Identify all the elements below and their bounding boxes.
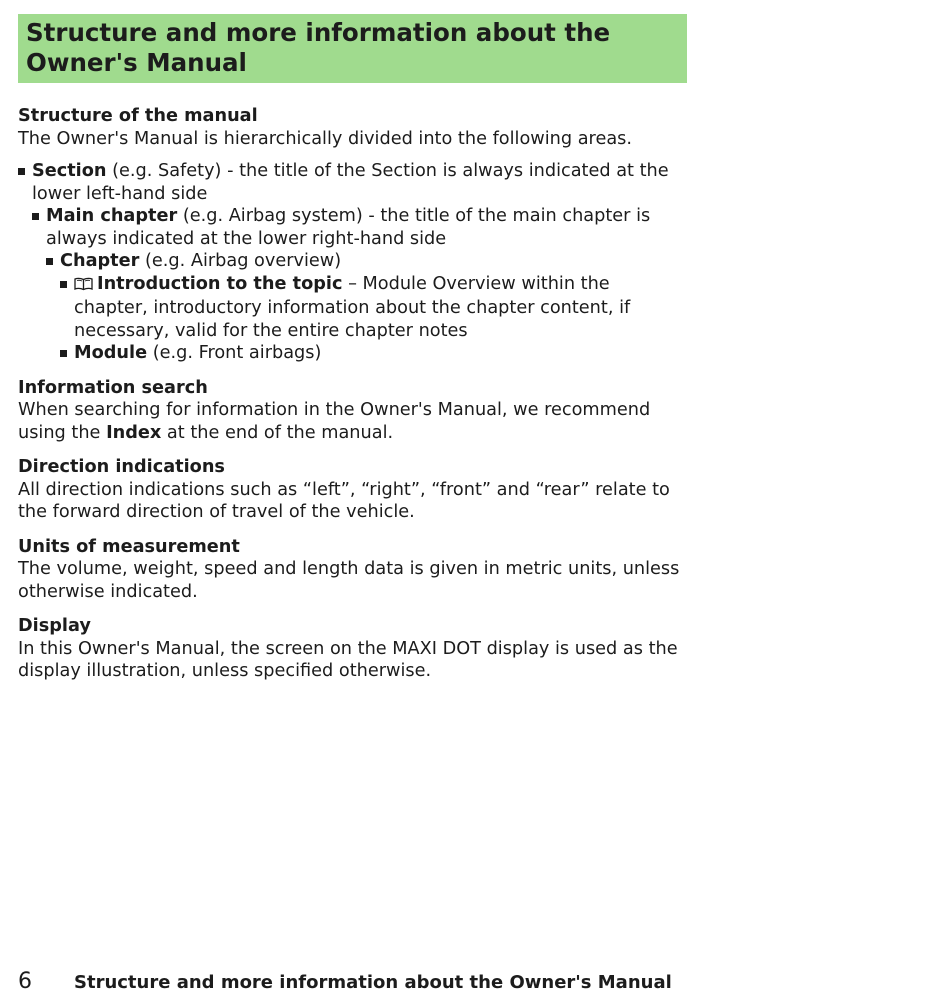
units-heading: Units of measurement [18, 536, 240, 557]
page-title-banner [18, 14, 687, 83]
bullet-square [60, 281, 67, 288]
structure-section [18, 105, 688, 365]
bullet-square [32, 213, 39, 220]
units-section [18, 536, 688, 604]
list-item-main-chapter [18, 205, 688, 250]
term-main-chapter: Main chapter [46, 206, 178, 226]
structure-intro: The Owner's Manual is hierarchically divided into the following areas. [18, 128, 633, 149]
page-number: 6 [18, 969, 32, 994]
structure-heading: Structure of the manual [18, 106, 258, 126]
list-item-chapter [18, 250, 688, 273]
term-introduction: Introduction to the topic [97, 273, 343, 294]
desc-main-chapter: (e.g. Airbag system) - the title of the main chapter is always indicated at the lower right-hand side [46, 206, 651, 249]
information-search-heading: Information search [18, 377, 208, 398]
bullet-square [60, 350, 67, 357]
display-section [18, 615, 688, 683]
list-item-introduction [18, 273, 688, 343]
display-heading: Display [18, 616, 91, 636]
desc-chapter: (e.g. Airbag overview) [139, 251, 342, 271]
page-content [18, 14, 688, 683]
display-text: In this Owner's Manual, the screen on the MAXI DOT display is used as the display illustration, unless specified otherwise. [18, 638, 678, 681]
bullet-square [18, 168, 25, 175]
desc-module: (e.g. Front airbags) [147, 343, 322, 363]
term-section: Section [32, 161, 107, 181]
page-title: Structure and more information about the Owner's Manual [26, 18, 611, 77]
direction-indications-heading: Direction indications [18, 457, 225, 477]
desc-introduction: – Module Overview within the chapter, introductory information about the chapter content, if necessary, valid for the entire chapter notes [74, 273, 631, 341]
bullet-square [46, 258, 53, 265]
term-module: Module [74, 343, 148, 363]
index-term: Index [106, 422, 162, 443]
list-item-section [18, 160, 688, 205]
information-search-text [18, 399, 688, 444]
footer-title: Structure and more information about the Owner's Manual [74, 972, 672, 993]
term-chapter: Chapter [60, 251, 140, 271]
direction-indications-section [18, 456, 688, 524]
information-search-section [18, 377, 688, 445]
search-text-start: When searching for information in the Owner's Manual, we recommend using the [18, 400, 651, 443]
structure-hierarchy-list [18, 160, 688, 365]
page-footer [18, 969, 718, 996]
desc-section: (e.g. Safety) - the title of the Section is always indicated at the lower left-hand side [32, 161, 669, 204]
direction-indications-text: All direction indications such as “left”, “right”, “front” and “rear” relate to the forward direction of travel of the vehicle. [18, 479, 670, 522]
list-item-module [18, 342, 688, 365]
search-text-end: at the end of the manual. [161, 422, 394, 443]
units-text: The volume, weight, speed and length data is given in metric units, unless otherwise indicated. [18, 559, 680, 602]
open-book-icon [74, 275, 93, 298]
